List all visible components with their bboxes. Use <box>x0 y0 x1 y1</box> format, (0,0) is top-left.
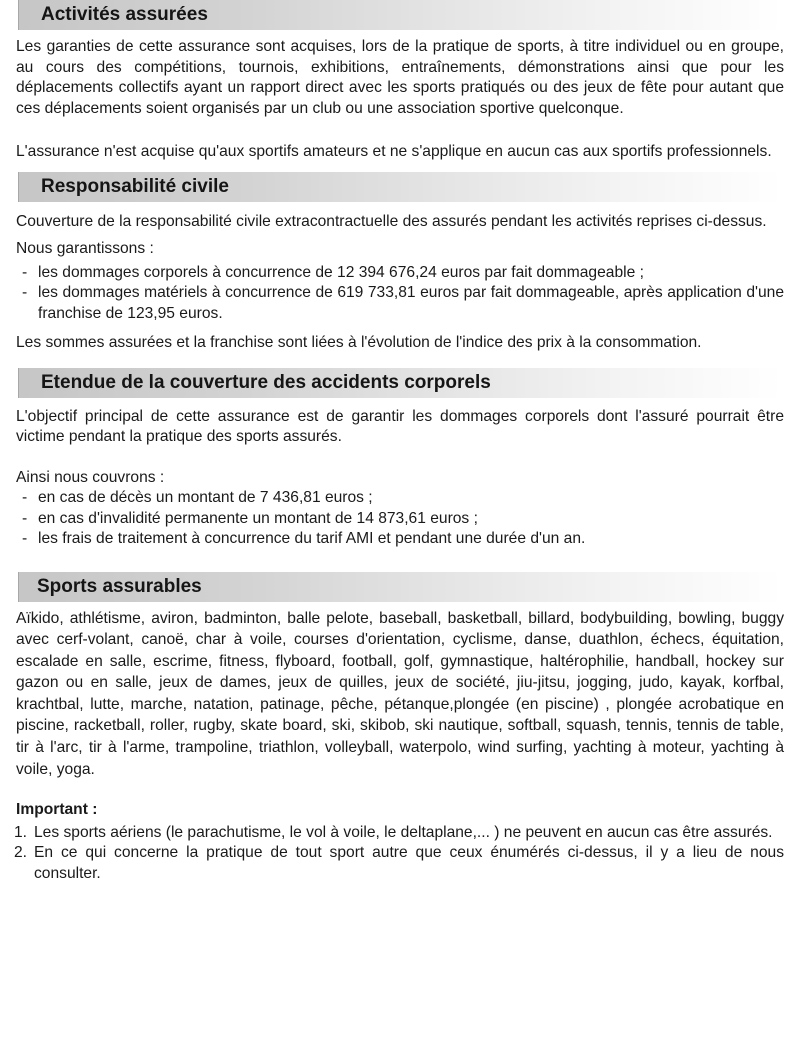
list-item <box>16 509 784 530</box>
etendue-list <box>16 488 784 550</box>
dash-marker: - <box>22 263 28 281</box>
list-item <box>16 823 784 844</box>
section-title-responsabilite: Responsabilité civile <box>41 175 229 197</box>
dash-marker: - <box>22 509 28 527</box>
activites-paragraph-1: Les garanties de cette assurance sont acquises, lors de la pratique de sports, à titre individuel ou en groupe, au cours des compétitions, tournois, exhibitions, entraînements, démonstrations ainsi que pour les déplacements collectifs ayant un rapport direct avec les sports pratiqués ou des jeux de fête pour autant que ces déplacements soient organisés par un club ou une association sportive quelconque. <box>16 38 784 117</box>
section-header-etendue <box>18 368 782 398</box>
etendue-paragraph-1: L'objectif principal de cette assurance est de garantir les dommages corporels dont l'assuré pourrait être victime pendant la pratique des sports assurés. <box>16 407 784 445</box>
dash-marker: - <box>22 489 28 506</box>
list-item <box>16 843 784 884</box>
section-title-sports: Sports assurables <box>37 575 202 597</box>
sports-paragraph: Aïkido, athlétisme, aviron, badminton, balle pelote, baseball, basketball, billard, bodybuilding, bowling, buggy avec cerf-volant, canoë, char à voile, courses d'orientation, cyclisme, danse, duathlon, échecs, équitation, escalade en salle, escrime, fitness, flyboard, football, golf, gymnastique, haltérophilie, handball, hockey sur gazon ou en salle, jeux de dames, jeux de quilles, jeux de société, jiu-jitsu, jogging, judo, kayak, korfbal, krachtbal, lutte, marche, natation, patinage, pêche, pétanque,plongée (en piscine) , plongée acrobatique en piscine, racketball, roller, rugby, skate board, ski, skibob, ski nautique, softball, squash, tennis, tennis de table, tir à l'arc, tir à l'arme, trampoline, triathlon, volleyball, waterpolo, wind surfing, yachting à moteur, yachting à voile, yoga. <box>16 609 784 778</box>
important-label: Important : <box>16 801 98 819</box>
responsabilite-paragraph-1: Couverture de la responsabilité civile extracontractuelle des assurés pendant les activités reprises ci-dessus. <box>16 212 767 230</box>
important-list <box>16 823 784 885</box>
list-item <box>16 488 784 509</box>
activites-paragraph-2: L'assurance n'est acquise qu'aux sportifs amateurs et ne s'applique en aucun cas aux sportifs professionnels. <box>16 143 772 160</box>
number-marker: 1. <box>14 823 28 841</box>
list-item-text: en cas de décès un montant de 7 436,81 euros ; <box>38 489 373 506</box>
list-item <box>16 529 784 550</box>
section-header-activites <box>18 0 782 30</box>
list-item-text: les dommages corporels à concurrence de 12 394 676,24 euros par fait dommageable ; <box>38 263 644 281</box>
number-marker: 2. <box>14 844 28 862</box>
list-item-text: Les sports aériens (le parachutisme, le vol à voile, le deltaplane,... ) ne peuvent en aucun cas être assurés. <box>34 823 773 841</box>
dash-marker: - <box>22 530 28 547</box>
list-item <box>16 263 784 284</box>
dash-marker: - <box>22 284 28 301</box>
list-item-text: en cas d'invalidité permanente un montant de 14 873,61 euros ; <box>38 509 478 527</box>
responsabilite-list <box>16 263 784 325</box>
etendue-paragraph-2: Ainsi nous couvrons : <box>16 468 165 486</box>
section-title-etendue: Etendue de la couverture des accidents corporels <box>41 371 491 393</box>
list-item-text: En ce qui concerne la pratique de tout sport autre que ceux énumérés ci-dessus, il y a lieu de nous consulter. <box>34 844 784 882</box>
responsabilite-paragraph-3: Les sommes assurées et la franchise sont liées à l'évolution de l'indice des prix à la consommation. <box>16 334 702 351</box>
responsabilite-paragraph-2: Nous garantissons : <box>16 240 154 257</box>
list-item <box>16 283 784 324</box>
section-header-sports <box>18 572 782 602</box>
list-item-text: les frais de traitement à concurrence du tarif AMI et pendant une durée d'un an. <box>38 530 586 547</box>
section-header-responsabilite <box>18 172 782 202</box>
list-item-text: les dommages matériels à concurrence de 619 733,81 euros par fait dommageable, après application d'une franchise de 123,95 euros. <box>38 284 784 322</box>
section-title-activites: Activités assurées <box>41 4 208 25</box>
